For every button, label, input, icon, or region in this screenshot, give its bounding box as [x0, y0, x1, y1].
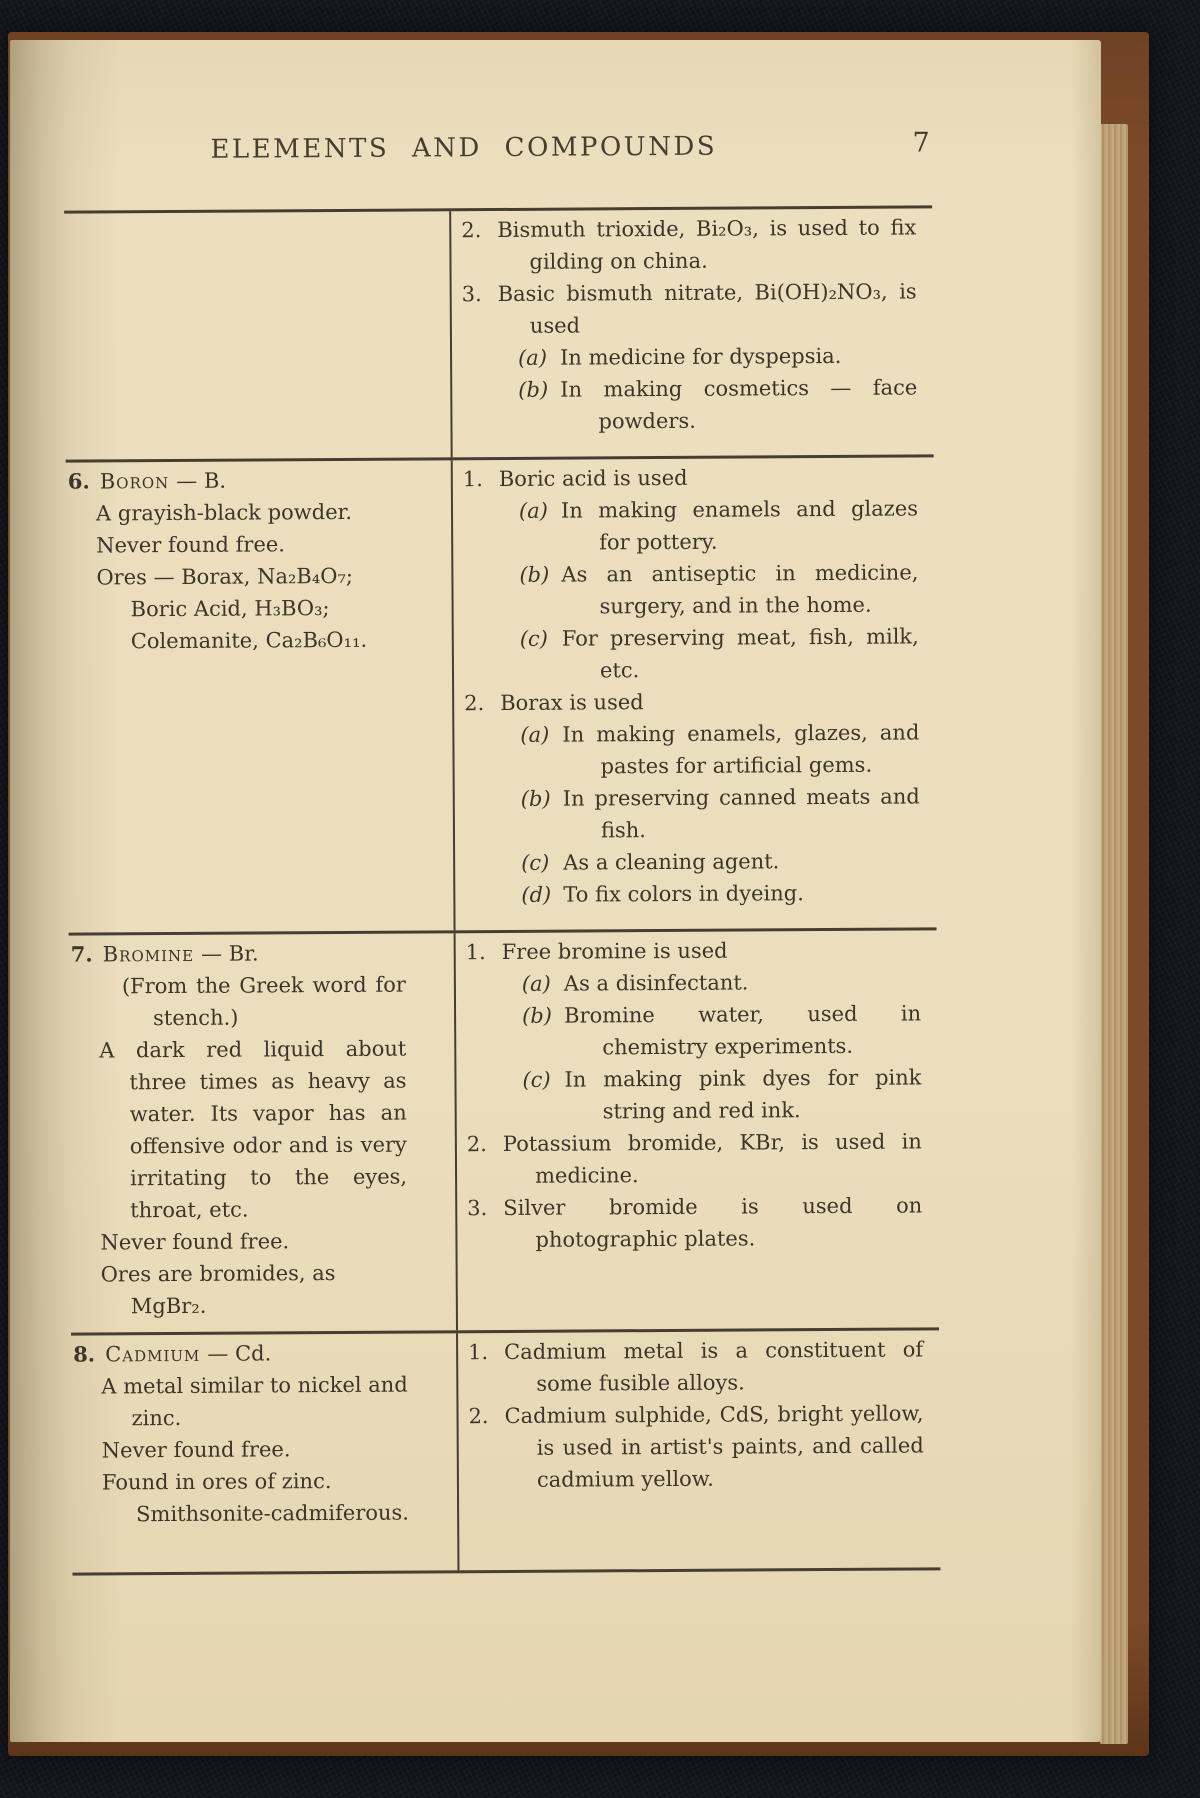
element-detail-line: Smithsonite-cadmiferous.	[136, 1500, 410, 1527]
uses-cell	[451, 457, 937, 930]
element-name: Bromine	[102, 941, 195, 967]
use-item	[462, 275, 917, 342]
book-cover	[8, 32, 1149, 1756]
item-marker: (b)	[522, 1003, 553, 1028]
element-detail-line: Never found free.	[100, 1229, 290, 1255]
element-heading	[71, 937, 406, 971]
table-row	[69, 930, 939, 1335]
element-name: Boron	[99, 469, 170, 494]
item-marker: 1.	[465, 940, 486, 965]
element-detail-line: Colemanite, Ca₂B₆O₁₁.	[130, 627, 368, 654]
use-subitem	[462, 339, 917, 374]
element-detail-line: Never found free.	[96, 532, 286, 558]
use-item	[467, 1189, 922, 1256]
element-detail-line: (From the Greek word for stench.)	[121, 972, 406, 1031]
item-text: Bromine water, used in chemistry experiments.	[564, 1001, 922, 1060]
item-text: For preserving meat, fish, milk, etc.	[561, 624, 919, 683]
item-marker: 2.	[461, 218, 482, 243]
item-marker: (a)	[521, 971, 551, 996]
element-detail-line: Ores — Borax, Na₂B₄O₇;	[96, 563, 353, 590]
element-number: 6.	[67, 468, 90, 494]
use-item	[461, 211, 916, 278]
use-item	[464, 684, 919, 719]
element-detail-line: Found in ores of zinc.	[101, 1469, 332, 1495]
item-text: In making enamels and glazes for pottery.	[560, 496, 919, 555]
use-subitem	[465, 780, 920, 847]
element-cell	[64, 211, 450, 459]
element-detail-line: A dark red liquid about three times as heavy as water. Its vapor has an offensive odor and is very irritating to the eyes, throat, etc.	[99, 1036, 408, 1223]
element-detail-line: Ores are bromides, as MgBr₂.	[100, 1261, 336, 1319]
use-item	[463, 460, 918, 495]
use-subitem	[466, 965, 921, 1000]
item-marker: 3.	[467, 1196, 488, 1221]
element-symbol: — B.	[176, 468, 227, 493]
page	[10, 40, 1101, 1742]
item-marker: 3.	[461, 282, 482, 307]
use-item	[467, 1125, 922, 1192]
element-heading	[73, 1337, 408, 1371]
use-subitem	[464, 716, 919, 783]
item-text: Cadmium sulphide, CdS, bright yellow, is used in artist's paints, and called cadmium yellow.	[504, 1401, 924, 1492]
page-number: 7	[912, 127, 930, 159]
table-row	[71, 1330, 940, 1575]
uses-cell	[456, 1330, 940, 1570]
element-cell	[66, 460, 454, 932]
item-marker: (c)	[522, 1067, 551, 1092]
use-subitem	[462, 371, 917, 438]
item-text: Boric acid is used	[498, 465, 688, 492]
item-marker: 1.	[462, 467, 483, 492]
item-marker: (c)	[519, 626, 549, 651]
item-marker: (a)	[520, 722, 550, 747]
item-text: Borax is used	[500, 690, 644, 715]
element-detail-line: A metal similar to nickel and zinc.	[101, 1372, 408, 1431]
element-cell	[69, 933, 456, 1332]
item-marker: 1.	[468, 1340, 489, 1365]
item-text: Bismuth trioxide, Bi₂O₃, is used to fix gilding on china.	[497, 215, 917, 274]
item-marker: 2.	[464, 691, 485, 716]
use-item	[468, 1397, 924, 1496]
use-subitem	[466, 997, 921, 1064]
element-detail-line: A grayish-black powder.	[95, 499, 353, 526]
element-name: Cadmium	[105, 1341, 201, 1367]
item-marker: (b)	[518, 377, 549, 402]
item-text: Silver bromide is used on photographic plates.	[503, 1193, 923, 1252]
use-subitem	[465, 876, 920, 911]
use-item	[466, 933, 921, 968]
item-text: In medicine for dyspepsia.	[559, 343, 842, 370]
element-number: 7.	[70, 941, 93, 967]
item-marker: 2.	[466, 1132, 487, 1157]
item-marker: (b)	[520, 786, 551, 811]
element-heading	[68, 464, 403, 498]
element-number: 8.	[73, 1341, 96, 1367]
item-text: Basic bismuth nitrate, Bi(OH)₂NO₃, is used	[497, 279, 917, 338]
use-subitem	[463, 492, 918, 559]
element-symbol: — Br.	[201, 941, 259, 966]
item-marker: (b)	[519, 562, 550, 587]
page-edges	[1100, 124, 1128, 1744]
item-marker: (a)	[518, 498, 548, 523]
use-subitem	[466, 1061, 921, 1128]
item-marker: (a)	[517, 345, 548, 370]
item-text: As a disinfectant.	[563, 970, 749, 996]
item-text: As an antiseptic in medicine, surgery, and in the home.	[561, 560, 919, 619]
use-subitem	[463, 556, 918, 623]
use-subitem	[465, 844, 920, 879]
uses-cell	[454, 930, 939, 1330]
element-symbol: — Cd.	[207, 1341, 272, 1366]
element-cell	[71, 1333, 457, 1572]
item-marker: (c)	[521, 850, 550, 875]
item-text: As a cleaning agent.	[563, 849, 780, 875]
page-title: ELEMENTS AND COMPOUNDS	[210, 131, 718, 165]
item-text: In preserving canned meats and fish.	[562, 784, 920, 843]
item-text: To fix colors in dyeing.	[563, 881, 804, 907]
item-text: Potassium bromide, KBr, is used in medicine.	[502, 1129, 922, 1188]
page-content	[63, 37, 940, 1575]
item-text: In making cosmetics — face powders.	[560, 375, 918, 434]
use-subitem	[464, 620, 919, 687]
item-text: Free bromine is used	[501, 938, 728, 964]
use-item	[468, 1333, 923, 1400]
table-row	[64, 208, 934, 462]
item-text: In making enamels, glazes, and pastes for artificial gems.	[562, 720, 920, 779]
element-detail-line: Never found free.	[101, 1437, 291, 1463]
elements-table	[64, 205, 940, 1575]
item-marker: (d)	[521, 882, 552, 907]
item-marker: 2.	[468, 1404, 489, 1429]
item-text: In making pink dyes for pink string and red ink.	[564, 1065, 922, 1124]
uses-cell	[449, 208, 933, 457]
table-row	[66, 457, 937, 935]
item-text: Cadmium metal is a constituent of some fusible alloys.	[504, 1337, 924, 1396]
element-detail-line: Boric Acid, H₃BO₃;	[130, 596, 330, 622]
